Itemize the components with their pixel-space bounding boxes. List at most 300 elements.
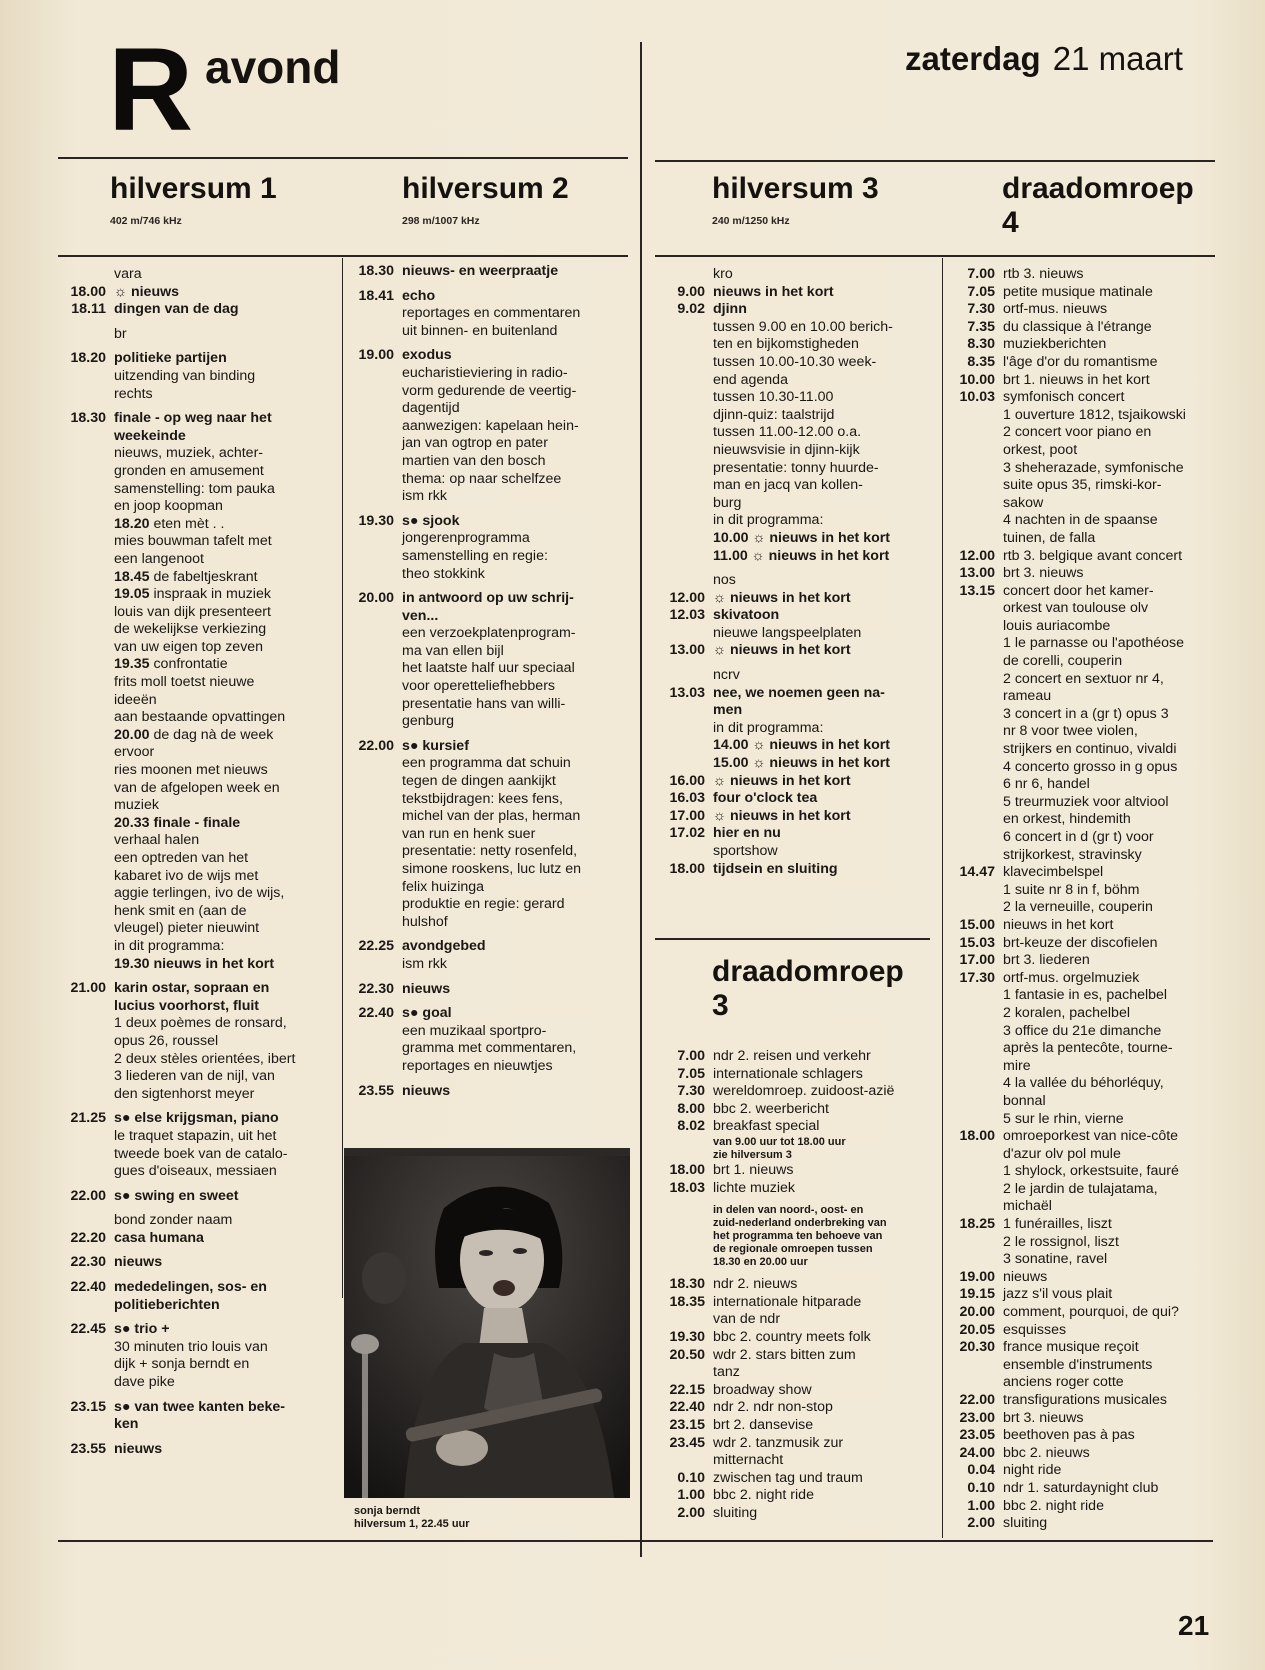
schedule-entry (945, 301, 1213, 319)
entry-line: sluiting (713, 1504, 758, 1521)
entry-title: politieke partijen (114, 350, 227, 367)
entry-time: 17.02 (669, 825, 705, 842)
entry-line (713, 702, 937, 720)
schedule-entry (945, 284, 1213, 302)
entry-time: 18.20 (70, 350, 106, 367)
day-label: zaterdag (905, 40, 1041, 77)
rule (655, 160, 1215, 162)
entry-line: tanz (713, 1364, 740, 1381)
entry-line: tussen 10.00-10.30 week- (713, 353, 877, 370)
entry-line: presentatie hans van willi- (402, 695, 566, 712)
entry-time: 9.00 (677, 283, 705, 300)
schedule-entry (945, 1445, 1213, 1463)
entry-time (58, 266, 114, 284)
schedule-entry (945, 548, 1213, 566)
entry-line: brt 1. nieuws in het kort (1003, 371, 1150, 388)
schedule-entry (945, 565, 1213, 583)
entry-line: 1 deux poèmes de ronsard, (114, 1015, 287, 1032)
rule (58, 157, 628, 159)
schedule-entry (655, 685, 937, 773)
entry-line: hulshof (402, 913, 448, 930)
singer-photo-illustration (344, 1148, 630, 1498)
rule (655, 255, 1215, 257)
schedule-entry (945, 1515, 1213, 1533)
schedule-entry (58, 266, 338, 284)
entry-line: een verzoekplatenprogram- (402, 625, 576, 642)
entry-time: 22.00 (358, 737, 394, 754)
entry-line: kro (713, 266, 733, 282)
schedule-entry (58, 350, 338, 403)
schedule-entry (58, 1321, 338, 1391)
entry-line: djinn-quiz: taalstrijd (713, 406, 835, 423)
entry-line: eucharistieviering in radio- (402, 364, 568, 381)
entry-line: end agenda (713, 371, 788, 388)
entry-line: mies bouwman tafelt met (114, 533, 272, 550)
entry-line: 2 koralen, pachelbel (1003, 1004, 1130, 1021)
entry-time: 18.30 (70, 410, 106, 427)
entry-time: 9.02 (677, 301, 705, 318)
entry-line: en joop koopman (114, 498, 223, 515)
entry-line: 3 liederen van de nijl, van (114, 1068, 275, 1085)
entry-time: 17.00 (959, 952, 995, 969)
schedule-entry (945, 970, 1213, 1128)
entry-line: dave pike (114, 1374, 175, 1391)
entry-line: rtb 3. nieuws (1003, 266, 1084, 282)
entry-line (713, 685, 937, 703)
entry-title: djinn (713, 301, 747, 318)
entry-time: 8.00 (677, 1100, 705, 1117)
schedule-entry (655, 572, 937, 590)
entry-time: 7.00 (967, 266, 995, 282)
entry-time: 7.00 (677, 1048, 705, 1064)
entry-time: 10.03 (959, 389, 995, 406)
schedule-entry (945, 917, 1213, 935)
entry-line (402, 513, 634, 531)
entry-line: mire (1003, 1057, 1031, 1074)
entry-title: avondgebed (402, 938, 486, 955)
entry-line: een muzikaal sportpro- (402, 1022, 547, 1039)
entry-time: 18.11 (71, 301, 106, 318)
entry-line: aanwezigen: kapelaan hein- (402, 417, 579, 434)
entry-line: reportages en commentaren (402, 305, 581, 322)
entry-title: s● goal (402, 1005, 452, 1022)
entry-time: 24.00 (959, 1444, 995, 1461)
schedule-entry (655, 790, 937, 808)
schedule-entry (655, 1276, 937, 1294)
entry-line: wereldomroep. zuidoost-azië (713, 1083, 895, 1100)
entry-line: nieuws in het kort (1003, 916, 1114, 933)
entry-line: samenstelling en regie: (402, 547, 548, 564)
entry-time: 18.00 (70, 283, 106, 300)
entry-line (114, 586, 338, 604)
entry-line: rtb 3. belgique avant concert (1003, 547, 1183, 564)
entry-line (114, 1230, 338, 1248)
entry-line: bbc 2. night ride (1003, 1497, 1104, 1514)
entry-line: du classique à l'étrange (1003, 318, 1152, 335)
station-name-draadomroep-3: draadomroep 3 (712, 955, 904, 1022)
entry-time: 18.00 (669, 860, 705, 877)
entry-line: 5 sur le rhin, vierne (1003, 1110, 1124, 1127)
entry-text: inspraak in muziek (149, 586, 271, 603)
entry-line: ism rkk (402, 955, 447, 972)
entry-line (114, 956, 338, 974)
entry-title: 10.00 ☼ nieuws in het kort (713, 529, 890, 546)
entry-title: ☼ nieuws (114, 283, 180, 300)
schedule-entry (945, 583, 1213, 865)
schedule-entry (655, 1382, 937, 1400)
entry-line: klavecimbelspel (1003, 864, 1104, 881)
entry-line: beethoven pas à pas (1003, 1427, 1135, 1444)
entry-line: genburg (402, 713, 455, 730)
entry-line: michaël (1003, 1198, 1052, 1215)
entry-time: 1.00 (677, 1487, 705, 1504)
entry-line (114, 1254, 338, 1272)
entry-title: nieuws (402, 980, 451, 997)
entry-line: tussen 9.00 en 10.00 berich- (713, 318, 893, 335)
entry-line: de corelli, couperin (1003, 653, 1123, 670)
entry-time: 19.30 (358, 512, 394, 529)
schedule-entry (655, 1417, 937, 1435)
entry-line: in dit programma: (713, 719, 824, 736)
entry-line: frits moll toetst nieuwe (114, 674, 255, 691)
entry-line: verhaal halen (114, 832, 200, 849)
entry-line (114, 1399, 338, 1417)
entry-line: presentatie: tonny huurde- (713, 459, 879, 476)
entry-note: van 9.00 uur tot 18.00 uur (713, 1135, 846, 1148)
entry-time: 22.30 (70, 1254, 106, 1271)
entry-line: internationale hitparade (713, 1293, 862, 1310)
entry-line: ortf-mus. orgelmuziek (1003, 969, 1140, 986)
entry-line: theo stokkink (402, 565, 485, 582)
entry-time (655, 572, 713, 590)
schedule-entry (945, 935, 1213, 953)
entry-title: echo (402, 287, 436, 304)
entry-line: felix huizinga (402, 878, 485, 895)
entry-line: 3 sheherazade, symfonische (1003, 459, 1184, 476)
entry-time: 20.00 (358, 590, 394, 607)
schedule-entry (344, 981, 634, 999)
section-title: avond (205, 41, 341, 93)
schedule-entry (58, 1188, 338, 1206)
schedule-entry (344, 1083, 634, 1101)
entry-line (114, 727, 338, 745)
date-label: 21 maart (1052, 40, 1183, 77)
entry-line (114, 428, 338, 446)
entry-time (58, 1212, 114, 1230)
schedule-entry (945, 952, 1213, 970)
entry-line: gramma met commentaren, (402, 1040, 577, 1057)
photo-caption: sonja berndt hilversum 1, 22.45 uur (354, 1505, 470, 1530)
schedule-entry (655, 773, 937, 791)
entry-line: ndr 1. saturdaynight club (1003, 1479, 1159, 1496)
entry-line (713, 301, 937, 319)
entry-title: ☼ nieuws in het kort (713, 589, 851, 606)
entry-line: in dit programma: (114, 937, 225, 954)
entry-title: ken (114, 1416, 139, 1433)
entry-text: de fabeltjeskrant (149, 568, 258, 585)
entry-line: 2 deux stèles orientées, ibert (114, 1050, 296, 1067)
entry-line: ortf-mus. nieuws (1003, 301, 1108, 318)
entry-time: 0.10 (677, 1469, 705, 1486)
entry-line (114, 815, 338, 833)
entry-time: 18.30 (669, 1276, 705, 1293)
schedule-entry (945, 1480, 1213, 1498)
entry-line: ma van ellen bijl (402, 642, 504, 659)
entry-line (114, 350, 338, 368)
entry-line (114, 1279, 338, 1297)
entry-line: een optreden van het (114, 850, 249, 866)
entry-line: 6 nr 6, handel (1003, 776, 1090, 793)
entry-line (713, 790, 937, 808)
entry-time: 23.45 (669, 1434, 705, 1451)
schedule-entry (945, 1339, 1213, 1392)
schedule-entry (58, 1441, 338, 1459)
entry-title: nieuws in het kort (713, 283, 834, 300)
schedule-entry (655, 825, 937, 860)
schedule-entry (945, 266, 1213, 284)
schedule-entry (58, 1254, 338, 1272)
schedule-entry (344, 288, 634, 341)
entry-title: s● sjook (402, 512, 460, 529)
entry-line: gues d'oiseaux, messiaen (114, 1163, 277, 1180)
entry-time: 10.00 (959, 371, 995, 388)
column-divider (640, 42, 642, 1557)
entry-line: vleugel) pieter nieuwint (114, 920, 260, 937)
entry-line: wdr 2. tanzmusik zur (713, 1434, 844, 1451)
entry-title: 14.00 ☼ nieuws in het kort (713, 737, 890, 754)
schedule-entry (58, 1279, 338, 1314)
entry-title: nieuws (402, 1082, 451, 1099)
entry-line: ndr 2. ndr non-stop (713, 1399, 833, 1416)
entry-time: 19.15 (959, 1286, 995, 1303)
entry-title: 18.20 (114, 515, 150, 532)
entry-line: den sigtenhorst meyer (114, 1085, 255, 1102)
entry-line: strijkorkest, stravinsky (1003, 846, 1142, 863)
entry-line: uitzending van binding (114, 367, 256, 384)
station-frequency: 240 m/1250 kHz (712, 215, 790, 227)
entry-time: 17.00 (669, 807, 705, 824)
entry-text: confrontatie (149, 656, 228, 673)
entry-text: de dag nà de week (149, 726, 274, 743)
entry-line: nos (713, 572, 736, 589)
entry-line (114, 998, 338, 1016)
schedule-entry (655, 667, 937, 685)
schedule-entry (945, 1216, 1213, 1269)
schedule-entry (945, 1462, 1213, 1480)
entry-line: in dit programma: (713, 512, 824, 529)
entry-line: lichte muziek (713, 1179, 796, 1196)
column-divider (942, 258, 943, 1538)
schedule-entry (945, 1427, 1213, 1445)
entry-time: 13.00 (669, 642, 705, 659)
page-number: 21 (1178, 1610, 1210, 1641)
entry-line (402, 263, 634, 281)
entry-line: uit binnen- en buitenland (402, 322, 558, 339)
schedule-entry (945, 336, 1213, 354)
entry-line: nr 8 voor twee violen, (1003, 723, 1138, 740)
schedule-hilversum-2 (344, 263, 634, 1100)
entry-title: 20.00 (114, 726, 150, 743)
entry-line: een programma dat schuin (402, 755, 571, 772)
entry-title: s● kursief (402, 737, 469, 754)
entry-line: esquisses (1003, 1321, 1067, 1338)
entry-time: 22.45 (70, 1321, 106, 1338)
entry-line: jongerenprogramma (402, 530, 530, 547)
entry-title: nieuws (114, 1440, 163, 1457)
entry-line: 1 ouverture 1812, tsjaikowski (1003, 406, 1186, 423)
entry-time: 18.00 (669, 1161, 705, 1178)
entry-line: 2 la verneuille, couperin (1003, 899, 1153, 916)
schedule-entry (945, 1304, 1213, 1322)
entry-line (713, 808, 937, 826)
entry-line (713, 755, 937, 773)
schedule-draadomroep-3 (655, 1048, 937, 1522)
entry-line (114, 1441, 338, 1459)
entry-time: 22.00 (70, 1187, 106, 1204)
entry-time: 0.04 (967, 1462, 995, 1479)
entry-title: s● van twee kanten beke- (114, 1398, 286, 1415)
entry-line (402, 288, 634, 306)
entry-line (402, 347, 634, 365)
entry-line: ndr 2. nieuws (713, 1276, 798, 1293)
entry-line (114, 569, 338, 587)
schedule-entry (58, 980, 338, 1103)
entry-time: 7.35 (967, 318, 995, 335)
entry-time: 12.00 (959, 547, 995, 564)
entry-time: 8.35 (967, 353, 995, 370)
entry-time: 22.30 (358, 980, 394, 997)
schedule-entry (655, 1066, 937, 1084)
entry-line: tegen de dingen aankijkt (402, 773, 556, 790)
entry-line (713, 642, 937, 660)
entry-line: br (114, 325, 127, 342)
entry-time: 15.00 (959, 916, 995, 933)
entry-line: aggie terlingen, ivo de wijs, (114, 885, 285, 902)
entry-time: 20.05 (959, 1321, 995, 1338)
entry-line: produktie en regie: gerard (402, 896, 565, 913)
entry-time: 22.20 (70, 1229, 106, 1246)
entry-time: 20.00 (959, 1304, 995, 1321)
entry-line: concert door het kamer- (1003, 582, 1154, 599)
schedule-entry (344, 938, 634, 973)
entry-time: 15.03 (959, 934, 995, 951)
photo-sonja-berndt (344, 1148, 630, 1498)
entry-line: voor operetteliefhebbers (402, 678, 556, 695)
schedule-entry (655, 861, 937, 879)
schedule-entry (945, 864, 1213, 917)
entry-time: 22.25 (358, 938, 394, 955)
entry-title: 11.00 ☼ nieuws in het kort (713, 547, 890, 564)
schedule-entry (655, 1083, 937, 1101)
entry-line: nieuwe langspeelplaten (713, 624, 862, 641)
entry-line: gronden en amusement (114, 462, 264, 479)
entry-line: tekstbijdragen: kees fens, (402, 790, 563, 807)
schedule-entry (945, 354, 1213, 372)
entry-line: orkest van toulouse olv (1003, 600, 1149, 617)
schedule-draadomroep-4 (945, 266, 1213, 1533)
entry-line (114, 1416, 338, 1434)
entry-time: 7.05 (967, 283, 995, 300)
entry-note: zuid-nederland onderbreking van (713, 1217, 887, 1230)
entry-line: 3 sonatine, ravel (1003, 1251, 1108, 1268)
entry-line: jazz s'il vous plait (1003, 1286, 1113, 1303)
entry-line: louis van dijk presenteert (114, 603, 271, 620)
schedule-entry (344, 738, 634, 932)
entry-line: après la pentecôte, tourne- (1003, 1040, 1173, 1057)
column-divider (342, 258, 343, 1298)
entry-line (114, 1297, 338, 1315)
entry-title: weekeinde (114, 427, 186, 444)
entry-line (114, 980, 338, 998)
entry-line: anciens roger cotte (1003, 1374, 1124, 1391)
entry-line: 2 le jardin de tulajatama, (1003, 1180, 1158, 1197)
entry-line: 3 office du 21e dimanche (1003, 1022, 1162, 1039)
section-logo-letter: R (108, 24, 190, 156)
entry-title: nieuws- en weerpraatje (402, 263, 559, 279)
schedule-entry (58, 1399, 338, 1434)
entry-line: 6 concert in d (gr t) voor (1003, 829, 1154, 845)
entry-time (58, 326, 114, 344)
entry-line: samenstelling: tom pauka (114, 480, 275, 497)
entry-line: petite musique matinale (1003, 283, 1153, 300)
entry-time: 22.15 (669, 1381, 705, 1398)
schedule-entry (58, 1212, 338, 1230)
entry-line: comment, pourquoi, de qui? (1003, 1304, 1179, 1321)
entry-title: 15.00 ☼ nieuws in het kort (713, 755, 890, 772)
entry-time: 19.30 (669, 1328, 705, 1345)
entry-time: 13.15 (959, 582, 995, 599)
entry-title: exodus (402, 347, 452, 364)
entry-line: dijk + sonja berndt en (114, 1356, 250, 1373)
entry-line (114, 516, 338, 534)
entry-line: en orkest, hindemith (1003, 811, 1131, 828)
schedule-entry (58, 1110, 338, 1180)
entry-line: tussen 10.30-11.00 (713, 389, 834, 406)
schedule-entry (655, 1329, 937, 1347)
entry-time: 0.10 (967, 1479, 995, 1496)
entry-line: breakfast special (713, 1118, 820, 1135)
entry-title: nieuws (114, 1254, 163, 1271)
entry-line: bonnal (1003, 1092, 1046, 1109)
station-name-hilversum-1: hilversum 1 (110, 172, 277, 205)
entry-line: 4 nachten in de spaanse (1003, 512, 1158, 529)
entry-time: 23.15 (669, 1416, 705, 1433)
entry-note: de regionale omroepen tussen (713, 1243, 873, 1256)
entry-line (402, 981, 634, 999)
schedule-entry (655, 1294, 937, 1329)
entry-title: men (713, 702, 743, 719)
schedule-entry (655, 607, 937, 642)
entry-title: lucius voorhorst, fluit (114, 997, 260, 1014)
entry-title: hier en nu (713, 825, 781, 842)
entry-time: 18.00 (959, 1128, 995, 1145)
station-frequency: 298 m/1007 kHz (402, 215, 480, 227)
entry-line: jan van ogtrop en pater (402, 435, 548, 452)
entry-title: 20.33 finale - finale (114, 814, 241, 831)
schedule-entry (945, 1286, 1213, 1304)
entry-line: kabaret ivo de wijs met (114, 867, 259, 884)
entry-time: 8.02 (677, 1118, 705, 1135)
entry-line: ndr 2. reisen und verkehr (713, 1048, 871, 1064)
entry-title: s● trio + (114, 1321, 170, 1338)
entry-line (713, 773, 937, 791)
rule (58, 1540, 1213, 1542)
entry-title: in antwoord op uw schrij- (402, 590, 574, 607)
entry-line: bbc 2. night ride (713, 1487, 814, 1504)
entry-title: tijdsein en sluiting (713, 860, 838, 877)
schedule-entry (945, 1498, 1213, 1516)
entry-time: 18.41 (358, 287, 394, 304)
